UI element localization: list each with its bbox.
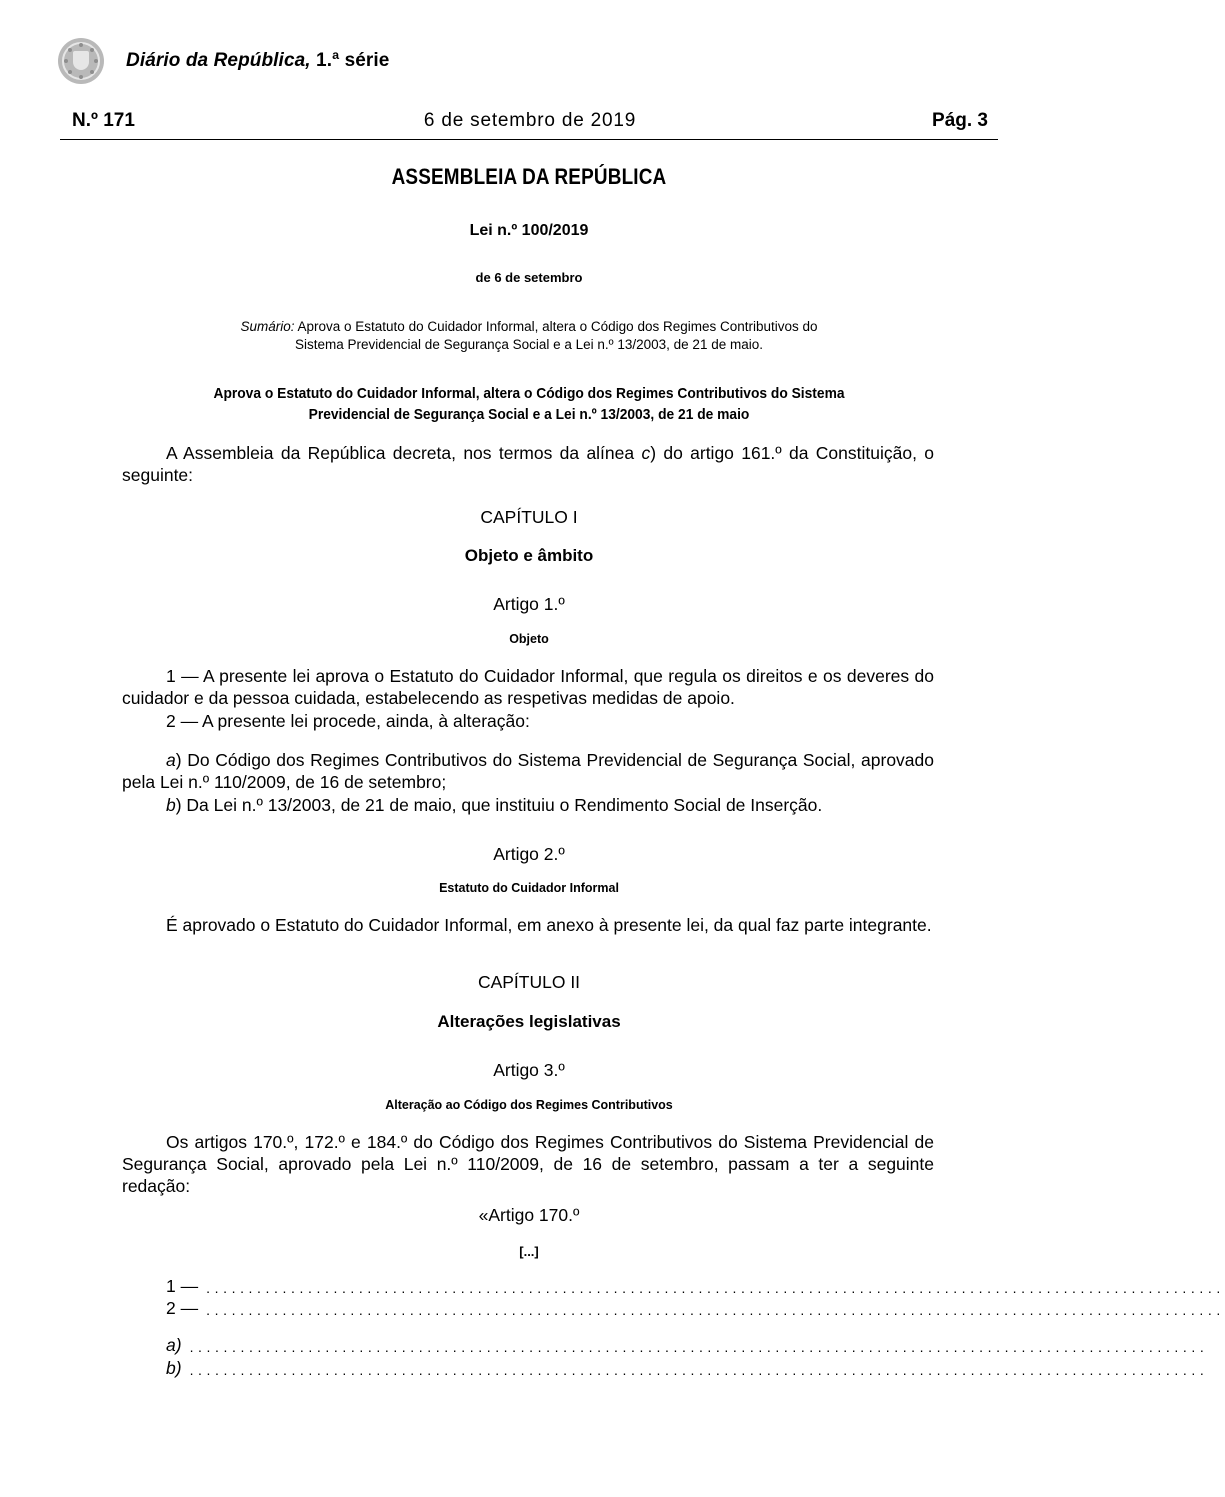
law-title-line-2: Previdencial de Segurança Social e a Lei n.º 13/2003, de 21 de maio bbox=[308, 406, 750, 423]
publication-series: 1.ª série bbox=[316, 50, 390, 71]
republic-emblem-icon bbox=[58, 38, 104, 84]
elided-item-1: 1 — ........................................................................................................................ bbox=[166, 1276, 1225, 1296]
elided-item-a: a) ........................................................................................................................ bbox=[166, 1335, 1209, 1355]
elided-item-2: 2 — ........................................................................................................................ bbox=[166, 1298, 1225, 1318]
article-1-paragraph-1: 1 — A presente lei aprova o Estatuto do Cuidador Informal, que regula os direitos e os deveres do cuidador e da pessoa cuidada, estabelecendo as respetivas medidas de apoio. bbox=[122, 666, 934, 708]
issue-date: 6 de setembro de 2019 bbox=[423, 110, 637, 131]
page-number: Pág. 3 bbox=[932, 110, 988, 131]
elided-item-b: b) ........................................................................................................................ bbox=[166, 1358, 1209, 1378]
issue-header bbox=[72, 110, 988, 138]
chapter-1-label: CAPÍTULO I bbox=[480, 507, 578, 527]
summary-label: Sumário: bbox=[240, 319, 295, 334]
article-2-text: É aprovado o Estatuto do Cuidador Informal, em anexo à presente lei, da qual faz parte integrante. bbox=[166, 915, 932, 935]
article-1-paragraph-2: 2 — A presente lei procede, ainda, à alteração: bbox=[166, 711, 530, 731]
law-date: de 6 de setembro bbox=[475, 270, 583, 285]
leader-dots: ........................................................................................................................ bbox=[206, 1280, 1225, 1296]
issuer-heading: ASSEMBLEIA DA REPÚBLICA bbox=[391, 164, 667, 189]
chapter-2-name: Alterações legislativas bbox=[437, 1012, 621, 1031]
law-number: Lei n.º 100/2019 bbox=[469, 222, 589, 239]
quoted-article-name: [...] bbox=[519, 1244, 539, 1259]
article-1-item-a: a) Do Código dos Regimes Contributivos do Sistema Previdencial de Segurança Social, aprovado pela Lei n.º 110/2009, de 16 de setembro; bbox=[122, 750, 934, 792]
leader-dots: ........................................................................................................................ bbox=[189, 1362, 1209, 1378]
publication-name: Diário da República, bbox=[126, 50, 311, 71]
publication-title bbox=[126, 50, 389, 72]
article-2-label: Artigo 2.º bbox=[493, 844, 565, 864]
masthead bbox=[58, 38, 389, 84]
chapter-1-name: Objeto e âmbito bbox=[464, 546, 594, 565]
summary-line-2: Sistema Previdencial de Segurança Social e a Lei n.º 13/2003, de 21 de maio. bbox=[295, 337, 763, 352]
article-3-label: Artigo 3.º bbox=[493, 1060, 565, 1080]
article-1-item-b: b) Da Lei n.º 13/2003, de 21 de maio, que instituiu o Rendimento Social de Inserção. bbox=[166, 795, 823, 815]
chapter-2-label: CAPÍTULO II bbox=[477, 972, 581, 992]
law-summary bbox=[60, 318, 998, 354]
quoted-article-label: «Artigo 170.º bbox=[478, 1205, 580, 1225]
leader-dots: ........................................................................................................................ bbox=[206, 1302, 1225, 1318]
leader-dots: ........................................................................................................................ bbox=[189, 1339, 1209, 1355]
article-2-name: Estatuto do Cuidador Informal bbox=[439, 881, 619, 895]
article-3-name: Alteração ao Código dos Regimes Contributivos bbox=[385, 1098, 673, 1112]
issue-number: N.º 171 bbox=[72, 110, 135, 131]
article-3-text: Os artigos 170.º, 172.º e 184.º do Código dos Regimes Contributivos do Sistema Previdencial de Segurança Social, aprovado pela Lei n.º 110/2009, de 16 de setembro, passam a ter a seguinte redação: bbox=[122, 1132, 934, 1196]
article-1-label: Artigo 1.º bbox=[493, 594, 565, 614]
law-title bbox=[98, 383, 961, 425]
header-divider bbox=[60, 139, 998, 140]
article-1-name: Objeto bbox=[509, 632, 549, 646]
law-title-line-1: Aprova o Estatuto do Cuidador Informal, altera o Código dos Regimes Contributivos do Sistema bbox=[213, 385, 845, 402]
summary-line-1: Aprova o Estatuto do Cuidador Informal, altera o Código dos Regimes Contributivos do bbox=[297, 319, 818, 334]
enacting-clause: A Assembleia da República decreta, nos termos da alínea c) do artigo 161.º da Constituição, o seguinte: bbox=[122, 443, 935, 485]
